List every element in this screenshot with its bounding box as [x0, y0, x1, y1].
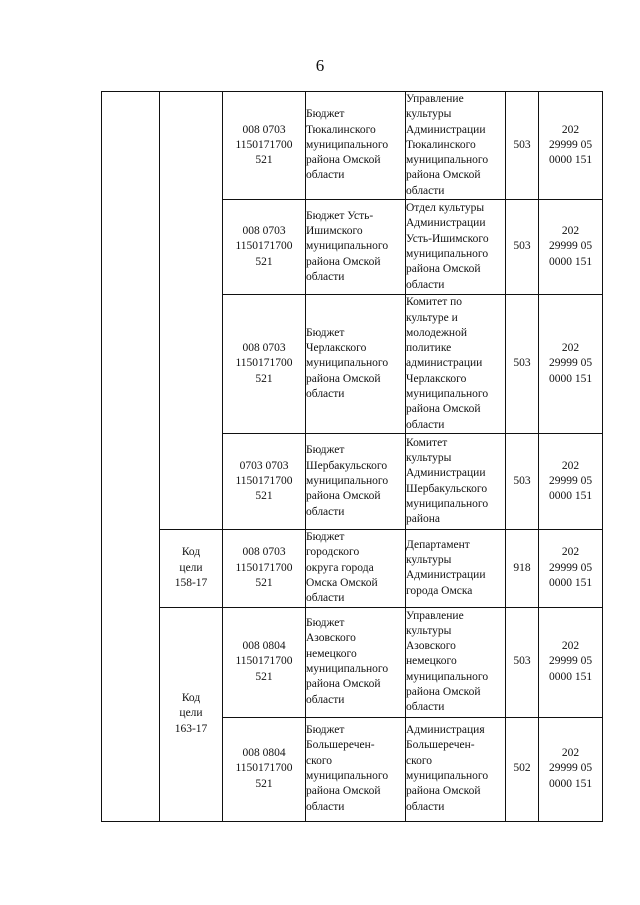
grbs-code-cell: 918 — [506, 530, 539, 607]
kbk-line: 521 — [255, 372, 273, 385]
kbk-line: 521 — [255, 576, 273, 589]
budget-line: области — [306, 388, 345, 401]
admin-line: муниципального — [406, 770, 489, 783]
budget-line: района Омской — [306, 785, 381, 798]
income-line: 202 — [561, 747, 580, 760]
budget-line: городского — [306, 546, 360, 559]
budget-line: области — [306, 271, 345, 284]
kbk-cell — [223, 434, 306, 530]
kbk-line: 1150171700 — [235, 655, 293, 668]
budget-line: округа города — [306, 561, 374, 574]
kbk-line: 0703 0703 — [239, 459, 289, 472]
grbs-code-cell: 502 — [506, 717, 539, 821]
admin-line: района Омской — [406, 785, 481, 798]
budget-line: Тюкалинского — [306, 123, 376, 136]
admin-line: Черлакского — [406, 372, 467, 385]
budget-line: района Омской — [306, 154, 381, 167]
admin-line: области — [406, 701, 445, 714]
goal-code-cell — [160, 530, 223, 607]
grbs-code-cell: 503 — [506, 295, 539, 434]
goal-line: 163-17 — [174, 722, 208, 735]
income-line: 29999 05 — [548, 138, 593, 151]
admin-line: Администрации — [406, 123, 486, 136]
kbk-cell — [223, 200, 306, 295]
admin-line: Администрация — [406, 724, 485, 737]
budget-line: Азовского — [306, 632, 356, 645]
income-code-cell — [539, 295, 603, 434]
page-number: 6 — [315, 56, 325, 75]
income-code-cell — [539, 200, 603, 295]
kbk-cell — [223, 607, 306, 717]
kbk-line: 008 0804 — [242, 747, 286, 760]
admin-line: Управление — [406, 93, 464, 105]
kbk-line: 521 — [255, 777, 273, 790]
admin-line: муниципального — [406, 497, 489, 510]
admin-line: Департамент — [406, 538, 470, 551]
income-line: 202 — [561, 123, 580, 136]
budget-cell — [306, 607, 406, 717]
blank-cell — [102, 92, 160, 822]
income-line: 0000 151 — [548, 255, 593, 268]
budget-line: немецкого — [306, 647, 357, 660]
budget-line: Бюджет — [306, 724, 345, 737]
income-line: 202 — [561, 546, 580, 559]
budget-cell — [306, 92, 406, 200]
grbs-code-cell: 503 — [506, 607, 539, 717]
admin-line: муниципального — [406, 670, 489, 683]
kbk-cell — [223, 92, 306, 200]
admin-line: города Омска — [406, 584, 473, 597]
income-line: 29999 05 — [548, 762, 593, 775]
income-line: 202 — [561, 459, 580, 472]
income-line: 0000 151 — [548, 576, 593, 589]
kbk-cell — [223, 530, 306, 607]
admin-line: муниципального — [406, 248, 489, 261]
budget-line: Бюджет — [306, 617, 345, 630]
admin-line: культуры — [406, 451, 452, 464]
admin-line: политике — [406, 342, 452, 355]
admin-line: культуры — [406, 108, 452, 121]
budget-cell — [306, 295, 406, 434]
admin-line: Администрации — [406, 217, 486, 230]
admin-line: культуры — [406, 624, 452, 637]
budget-line: Бюджет — [306, 444, 345, 457]
budget-line: области — [306, 693, 345, 706]
budget-line: Большеречен- — [306, 739, 375, 752]
administrator-cell — [406, 295, 506, 434]
goal-line: 158-17 — [174, 576, 208, 589]
income-line: 0000 151 — [548, 372, 593, 385]
budget-line: Омска Омской — [306, 576, 378, 589]
admin-line: района — [406, 513, 441, 526]
administrator-cell — [406, 530, 506, 607]
budget-line: Бюджет Усть- — [306, 209, 374, 222]
table-row — [102, 92, 603, 200]
kbk-line: 1150171700 — [235, 357, 293, 370]
admin-line: Шербакульского — [406, 482, 488, 495]
admin-line: области — [406, 278, 445, 291]
grbs-code-cell: 503 — [506, 434, 539, 530]
kbk-line: 521 — [255, 490, 273, 503]
goal-line: Код — [181, 546, 201, 559]
income-code-cell — [539, 530, 603, 607]
budget-line: Бюджет — [306, 531, 345, 544]
budget-line: области — [306, 505, 345, 518]
administrator-cell — [406, 92, 506, 200]
goal-line: цели — [179, 561, 203, 574]
kbk-cell — [223, 295, 306, 434]
kbk-line: 1150171700 — [235, 138, 293, 151]
admin-line: Комитет по — [406, 296, 462, 309]
kbk-line: 1150171700 — [235, 474, 293, 487]
goal-code-cell — [160, 607, 223, 821]
admin-line: Комитет — [406, 436, 448, 449]
budget-line: Шербакульского — [306, 459, 388, 472]
kbk-line: 521 — [255, 154, 273, 167]
budget-line: области — [306, 592, 345, 605]
kbk-line: 008 0703 — [242, 225, 286, 238]
budget-line: Черлакского — [306, 342, 367, 355]
budget-cell — [306, 200, 406, 295]
admin-line: Большеречен- — [406, 739, 475, 752]
admin-line: области — [406, 418, 445, 431]
budget-line: района Омской — [306, 255, 381, 268]
administrator-cell — [406, 434, 506, 530]
budget-line: ского — [306, 754, 333, 767]
admin-line: ского — [406, 754, 433, 767]
income-code-cell — [539, 607, 603, 717]
admin-line: администрации — [406, 357, 483, 370]
budget-line: района Омской — [306, 490, 381, 503]
income-line: 29999 05 — [548, 240, 593, 253]
kbk-line: 1150171700 — [235, 561, 293, 574]
administrator-cell — [406, 717, 506, 821]
budget-line: муниципального — [306, 357, 389, 370]
income-line: 29999 05 — [548, 561, 593, 574]
subsidy-table — [101, 91, 603, 822]
administrator-cell — [406, 200, 506, 295]
admin-line: немецкого — [406, 655, 457, 668]
kbk-line: 1150171700 — [235, 240, 293, 253]
admin-line: Администрации — [406, 467, 486, 480]
budget-line: муниципального — [306, 663, 389, 676]
admin-line: области — [406, 800, 445, 813]
income-code-cell — [539, 92, 603, 200]
admin-line: Азовского — [406, 640, 456, 653]
kbk-cell — [223, 717, 306, 821]
budget-line: муниципального — [306, 474, 389, 487]
income-line: 29999 05 — [548, 474, 593, 487]
admin-line: муниципального — [406, 388, 489, 401]
income-line: 202 — [561, 225, 580, 238]
budget-cell — [306, 530, 406, 607]
income-line: 202 — [561, 342, 580, 355]
income-line: 0000 151 — [548, 777, 593, 790]
budget-cell — [306, 434, 406, 530]
admin-line: муниципального — [406, 154, 489, 167]
kbk-line: 008 0804 — [242, 640, 286, 653]
admin-line: района Омской — [406, 686, 481, 698]
budget-line: района Омской — [306, 372, 381, 385]
kbk-line: 008 0703 — [242, 342, 286, 355]
income-code-cell — [539, 717, 603, 821]
budget-line: района Омской — [306, 678, 381, 691]
income-line: 0000 151 — [548, 670, 593, 683]
kbk-line: 521 — [255, 670, 273, 683]
admin-line: Управление — [406, 609, 464, 622]
budget-cell — [306, 717, 406, 821]
budget-line: Бюджет — [306, 326, 345, 339]
admin-line: Тюкалинского — [406, 138, 476, 151]
admin-line: района Омской — [406, 403, 481, 416]
income-line: 202 — [561, 640, 580, 653]
admin-line: культуре и — [406, 311, 458, 324]
kbk-line: 008 0703 — [242, 123, 286, 136]
budget-line: области — [306, 800, 345, 813]
admin-line: молодежной — [406, 326, 467, 339]
admin-line: района Омской — [406, 263, 481, 276]
admin-line: Усть-Ишимского — [406, 232, 489, 245]
admin-line: культуры — [406, 554, 452, 567]
income-code-cell — [539, 434, 603, 530]
grbs-code-cell: 503 — [506, 92, 539, 200]
budget-line: муниципального — [306, 138, 389, 151]
administrator-cell — [406, 607, 506, 717]
grbs-code-cell: 503 — [506, 200, 539, 295]
goal-line: цели — [179, 707, 203, 720]
income-line: 0000 151 — [548, 490, 593, 503]
kbk-line: 008 0703 — [242, 546, 286, 559]
income-line: 29999 05 — [548, 357, 593, 370]
blank-goal-cell — [160, 92, 223, 530]
kbk-line: 521 — [255, 255, 273, 268]
budget-line: муниципального — [306, 240, 389, 253]
budget-line: муниципального — [306, 770, 389, 783]
budget-line: Бюджет — [306, 108, 345, 121]
budget-line: области — [306, 169, 345, 182]
admin-line: Администрации — [406, 569, 486, 582]
table-row — [102, 530, 603, 607]
admin-line: района Омской — [406, 169, 481, 182]
admin-line: области — [406, 184, 445, 197]
goal-line: Код — [181, 692, 201, 705]
income-line: 29999 05 — [548, 655, 593, 668]
kbk-line: 1150171700 — [235, 762, 293, 775]
income-line: 0000 151 — [548, 154, 593, 167]
admin-line: Отдел культуры — [406, 202, 485, 215]
table-row — [102, 607, 603, 717]
budget-line: Ишимского — [306, 225, 363, 238]
